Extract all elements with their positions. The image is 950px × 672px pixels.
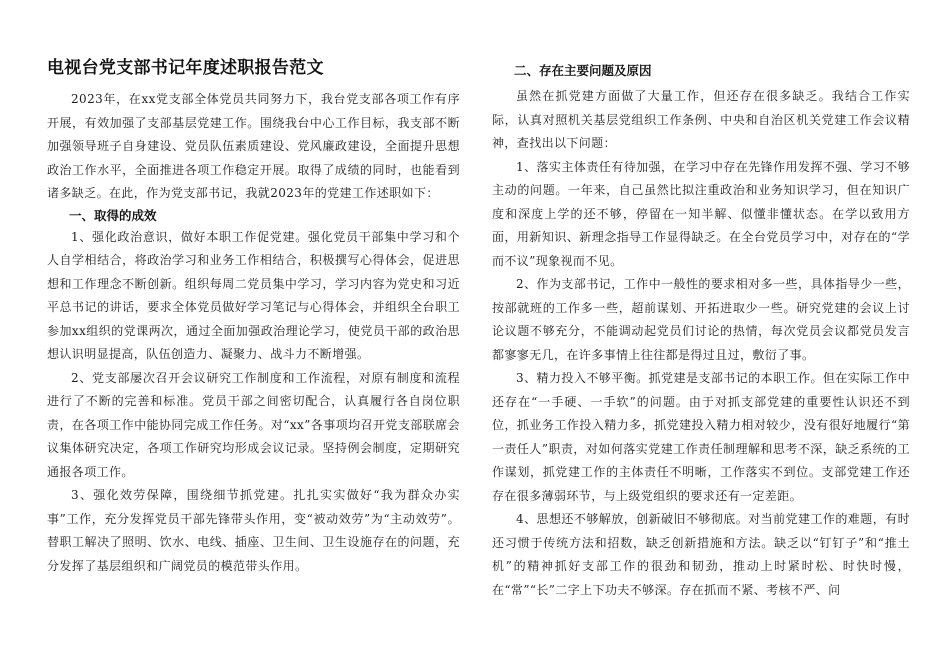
problem-paragraph-2: 2、作为支部书记，工作中一般性的要求相对多一些，具体指导少一些，按部就班的工作多一些，超前谋划、开拓进取少一些。研究党建的会议上讨论议题不够充分，不能调动起党员们讨论的热情，每次党员会议都党员发言都寥寥无几，在许多事情上往往都是得过且过，敷衍了事。 — [492, 277, 910, 362]
achievement-paragraph-1: 1、强化政治意识，做好本职工作促党建。强化党员干部集中学习和个人自学相结合，将政治学习和业务工作相结合，积极撰写心得体会，促进思想和工作理念不断创新。组织每周二党员集中学习，学习内容为党史和习近平总书记的讲话，要求全体党员做好学习笔记与心得体会，并组织全台职工参加xx组织的党课两次，通过全面加强政治理论学习，使党员干部的政治思想认识明显提高，队伍创造力、凝聚力、战斗力不断增强。 — [47, 229, 460, 361]
section-heading-problems: 二、存在主要问题及原因 — [514, 63, 652, 78]
achievement-paragraph-3: 3、强化效劳保障，围绕细节抓党建。扎扎实实做好“我为群众办实事”工作，充分发挥党员干部先锋带头作用，变“被动效劳”为“主动效劳”。替职工解决了照明、饮水、电线、插座、卫生间、卫生设施存在的问题，充分发挥了基层组织和广阔党员的模范带头作用。 — [47, 488, 460, 573]
left-column — [47, 56, 460, 578]
section-heading-achievements: 一、取得的成效 — [69, 207, 157, 223]
problems-intro-paragraph: 虽然在抓党建方面做了大量工作，但还存在很多缺乏。我结合工作实际，认真对照机关基层党组织工作条例、中央和自治区机关党建工作会议精神，查找出以下问题： — [492, 89, 910, 150]
left-column-flow — [47, 56, 460, 578]
document-title: 电视台党支部书记年度述职报告范文 — [47, 58, 324, 78]
intro-paragraph: 2023年，在xx党支部全体党员共同努力下，我台党支部各项工作有序开展，有效加强了支部基层党建工作。围绕我台中心工作目标，我支部不断加强领导班子自身建设、党员队伍素质建设、党风廉政建设，全面提升思想政治工作水平，全面推进各项工作稳定开展。取得了成绩的同时，也能看到诸多缺乏。在此，作为党支部书记，我就2023年的党建工作述职如下： — [47, 92, 460, 200]
achievement-paragraph-2: 2、党支部屡次召开会议研究工作制度和工作流程，对原有制度和流程进行了不断的完善和标准。党员干部之间密切配合，认真履行各自岗位职责，在各项工作中能协同完成工作任务。对“xx”各事项均召开党支部联席会议集体研究决定，各项工作研究均形成会议记录。坚持例会制度，定期研究通报各项工作。 — [47, 370, 460, 479]
problem-paragraph-3: 3、精力投入不够平衡。抓党建是支部书记的本职工作。但在实际工作中还存在“一手硬、一手软”的问题。由于对抓支部党建的重要性认识还不到位，抓业务工作投入精力多，抓党建投入精力相对较少，没有很好地履行“第一责任人”职责，对如何落实党建工作责任制理解和思考不深，缺乏系统的工作谋划，抓党建工作的主体责任不明晰，工作落实不到位。支部党建工作还存在很多薄弱环节，与上级党组织的要求还有一定差距。 — [492, 371, 910, 503]
problem-paragraph-4: 4、思想还不够解放，创新破旧不够彻底。对当前党建工作的难题，有时还习惯于传统方法和招数，缺乏创新措施和方法。缺乏以“钉钉子”和“推土机”的精神抓好支部工作的很劲和韧劲，推动上时紧时松、时快时慢，在“常”“长”二字上下功夫不够深。存在抓而不紧、考核不严、问 — [492, 512, 910, 597]
right-column — [492, 56, 910, 602]
problem-paragraph-1: 1、落实主体责任有待加强，在学习中存在先锋作用发挥不强、学习不够主动的问题。一年来，自己虽然比拟注重政治和业务知识学习，但在知识广度和深度上学的还不够，停留在一知半解、似懂非懂状态。在学以致用方面，用新知识、新理念指导工作显得缺乏。在全台党员学习中，对存在的“学而不议”现象视而不见。 — [492, 159, 910, 268]
